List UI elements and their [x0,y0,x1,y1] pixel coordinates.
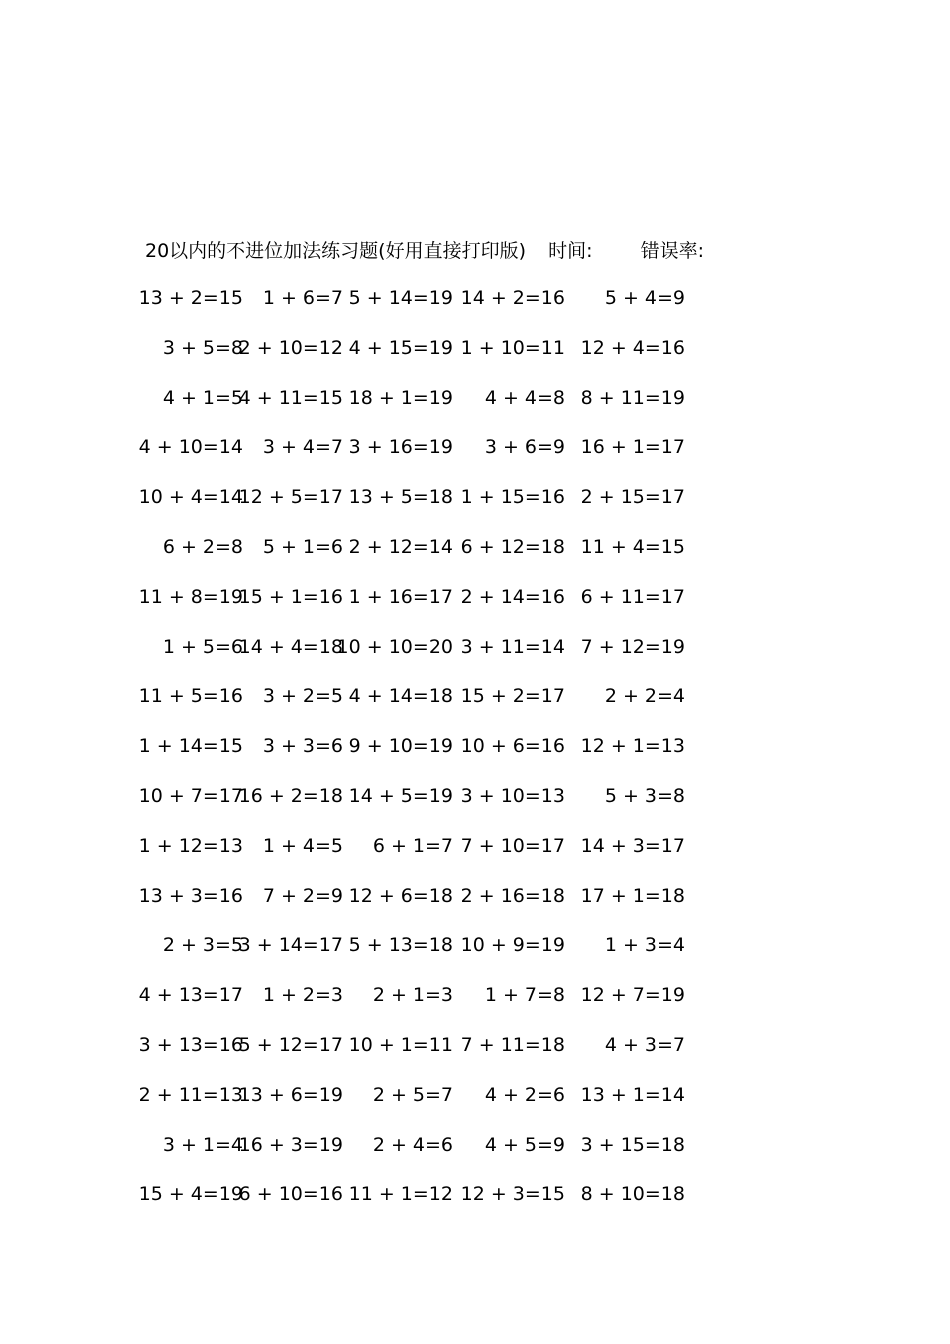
problem-item: 14 + 5=19 [348,784,453,807]
problem-item: 1 + 3=4 [604,934,685,957]
problem-item: 12 + 3=15 [460,1183,565,1206]
problem-item: 9 + 10=19 [348,735,453,758]
problem-row [138,980,705,1030]
problem-row [145,383,705,433]
problem-item: 4 + 11=15 [238,386,343,409]
problem-item: 14 + 3=17 [580,834,685,857]
problem-item: 1 + 15=16 [460,486,565,509]
problem-row [145,532,705,582]
problem-item: 1 + 4=5 [262,834,343,857]
problem-item: 10 + 6=16 [460,735,565,758]
problem-item: 16 + 1=17 [580,436,685,459]
problem-item: 2 + 3=5 [162,934,243,957]
problem-item: 1 + 5=6 [162,635,243,658]
problem-item: 8 + 10=18 [580,1183,685,1206]
problem-item: 10 + 1=11 [348,1033,453,1056]
problem-row [145,333,705,383]
problem-item: 12 + 7=19 [580,984,685,1007]
problem-item: 7 + 2=9 [262,884,343,907]
problem-item: 3 + 15=18 [580,1133,685,1156]
problem-item: 3 + 10=13 [460,784,565,807]
problem-item: 10 + 9=19 [460,934,565,957]
problem-item: 1 + 16=17 [348,585,453,608]
problem-item: 2 + 2=4 [604,685,685,708]
problem-row [138,283,705,333]
problem-item: 11 + 5=16 [138,685,243,708]
problem-item: 13 + 3=16 [138,884,243,907]
problem-item: 6 + 11=17 [580,585,685,608]
problem-row [138,582,705,632]
problem-row [145,632,705,682]
problem-row [145,1130,705,1180]
problem-item: 4 + 5=9 [484,1133,565,1156]
problem-item: 1 + 7=8 [484,984,565,1007]
problem-item: 4 + 4=8 [484,386,565,409]
problem-item: 4 + 3=7 [604,1033,685,1056]
problem-item: 17 + 1=18 [580,884,685,907]
time-label: 时间: [548,240,593,262]
problem-item: 13 + 6=19 [238,1083,343,1106]
problem-item: 12 + 5=17 [238,486,343,509]
worksheet-title: 20以内的不进位加法练习题(好用直接打印版) [145,240,527,262]
problem-item: 12 + 6=18 [348,884,453,907]
problem-item: 6 + 1=7 [372,834,453,857]
problem-item: 5 + 3=8 [604,784,685,807]
problem-item: 13 + 2=15 [138,287,243,309]
problem-item: 2 + 15=17 [580,486,685,509]
problem-item: 3 + 13=16 [138,1033,243,1056]
problem-item: 7 + 11=18 [460,1033,565,1056]
problem-grid [138,283,705,1229]
problem-item: 10 + 10=20 [336,635,453,658]
problem-item: 3 + 6=9 [484,436,565,459]
problem-item: 6 + 10=16 [238,1183,343,1206]
problem-item: 3 + 16=19 [348,436,453,459]
problem-row [138,831,705,881]
problem-item: 14 + 4=18 [238,635,343,658]
problem-item: 4 + 14=18 [348,685,453,708]
problem-item: 4 + 2=6 [484,1083,565,1106]
problem-item: 2 + 4=6 [372,1133,453,1156]
problem-item: 10 + 7=17 [138,784,243,807]
problem-item: 3 + 14=17 [238,934,343,957]
problem-item: 4 + 13=17 [138,984,243,1007]
problem-row [138,731,705,781]
problem-item: 3 + 1=4 [162,1133,243,1156]
problem-item: 3 + 2=5 [262,685,343,708]
problem-item: 15 + 2=17 [460,685,565,708]
problem-item: 2 + 12=14 [348,535,453,558]
problem-item: 2 + 1=3 [372,984,453,1007]
problem-item: 13 + 1=14 [580,1083,685,1106]
problem-item: 12 + 1=13 [580,735,685,758]
problem-item: 11 + 1=12 [348,1183,453,1206]
problem-item: 2 + 5=7 [372,1083,453,1106]
worksheet-header [145,236,704,266]
problem-item: 3 + 5=8 [162,336,243,359]
problem-item: 18 + 1=19 [348,386,453,409]
problem-item: 2 + 11=13 [138,1083,243,1106]
problem-item: 1 + 14=15 [138,735,243,758]
problem-row [145,930,705,980]
problem-item: 5 + 14=19 [348,287,453,309]
problem-item: 11 + 8=19 [138,585,243,608]
problem-item: 1 + 10=11 [460,336,565,359]
problem-item: 16 + 2=18 [238,784,343,807]
problem-item: 5 + 13=18 [348,934,453,957]
problem-row [138,1080,705,1130]
problem-item: 6 + 2=8 [162,535,243,558]
problem-item: 2 + 10=12 [238,336,343,359]
problem-item: 4 + 10=14 [138,436,243,459]
problem-item: 3 + 11=14 [460,635,565,658]
problem-item: 5 + 1=6 [262,535,343,558]
problem-item: 3 + 3=6 [262,735,343,758]
problem-row [138,781,705,831]
problem-item: 11 + 4=15 [580,535,685,558]
problem-item: 2 + 14=16 [460,585,565,608]
problem-item: 1 + 6=7 [262,287,343,309]
problem-row [138,482,705,532]
problem-item: 4 + 15=19 [348,336,453,359]
problem-item: 3 + 4=7 [262,436,343,459]
problem-item: 13 + 5=18 [348,486,453,509]
problem-item: 5 + 12=17 [238,1033,343,1056]
problem-row [138,1030,705,1080]
problem-item: 5 + 4=9 [604,287,685,309]
problem-item: 1 + 12=13 [138,834,243,857]
problem-item: 2 + 16=18 [460,884,565,907]
problem-item: 4 + 1=5 [162,386,243,409]
problem-item: 16 + 3=19 [238,1133,343,1156]
problem-item: 1 + 2=3 [262,984,343,1007]
problem-item: 7 + 10=17 [460,834,565,857]
problem-item: 15 + 1=16 [238,585,343,608]
problem-item: 6 + 12=18 [460,535,565,558]
problem-row [138,432,705,482]
problem-row [138,881,705,931]
problem-item: 7 + 12=19 [580,635,685,658]
problem-row [138,681,705,731]
problem-item: 12 + 4=16 [580,336,685,359]
problem-item: 10 + 4=14 [138,486,243,509]
problem-row [138,1179,705,1229]
problem-item: 15 + 4=19 [138,1183,243,1206]
error-rate-label: 错误率: [640,240,705,262]
problem-item: 8 + 11=19 [580,386,685,409]
problem-item: 14 + 2=16 [460,287,565,309]
